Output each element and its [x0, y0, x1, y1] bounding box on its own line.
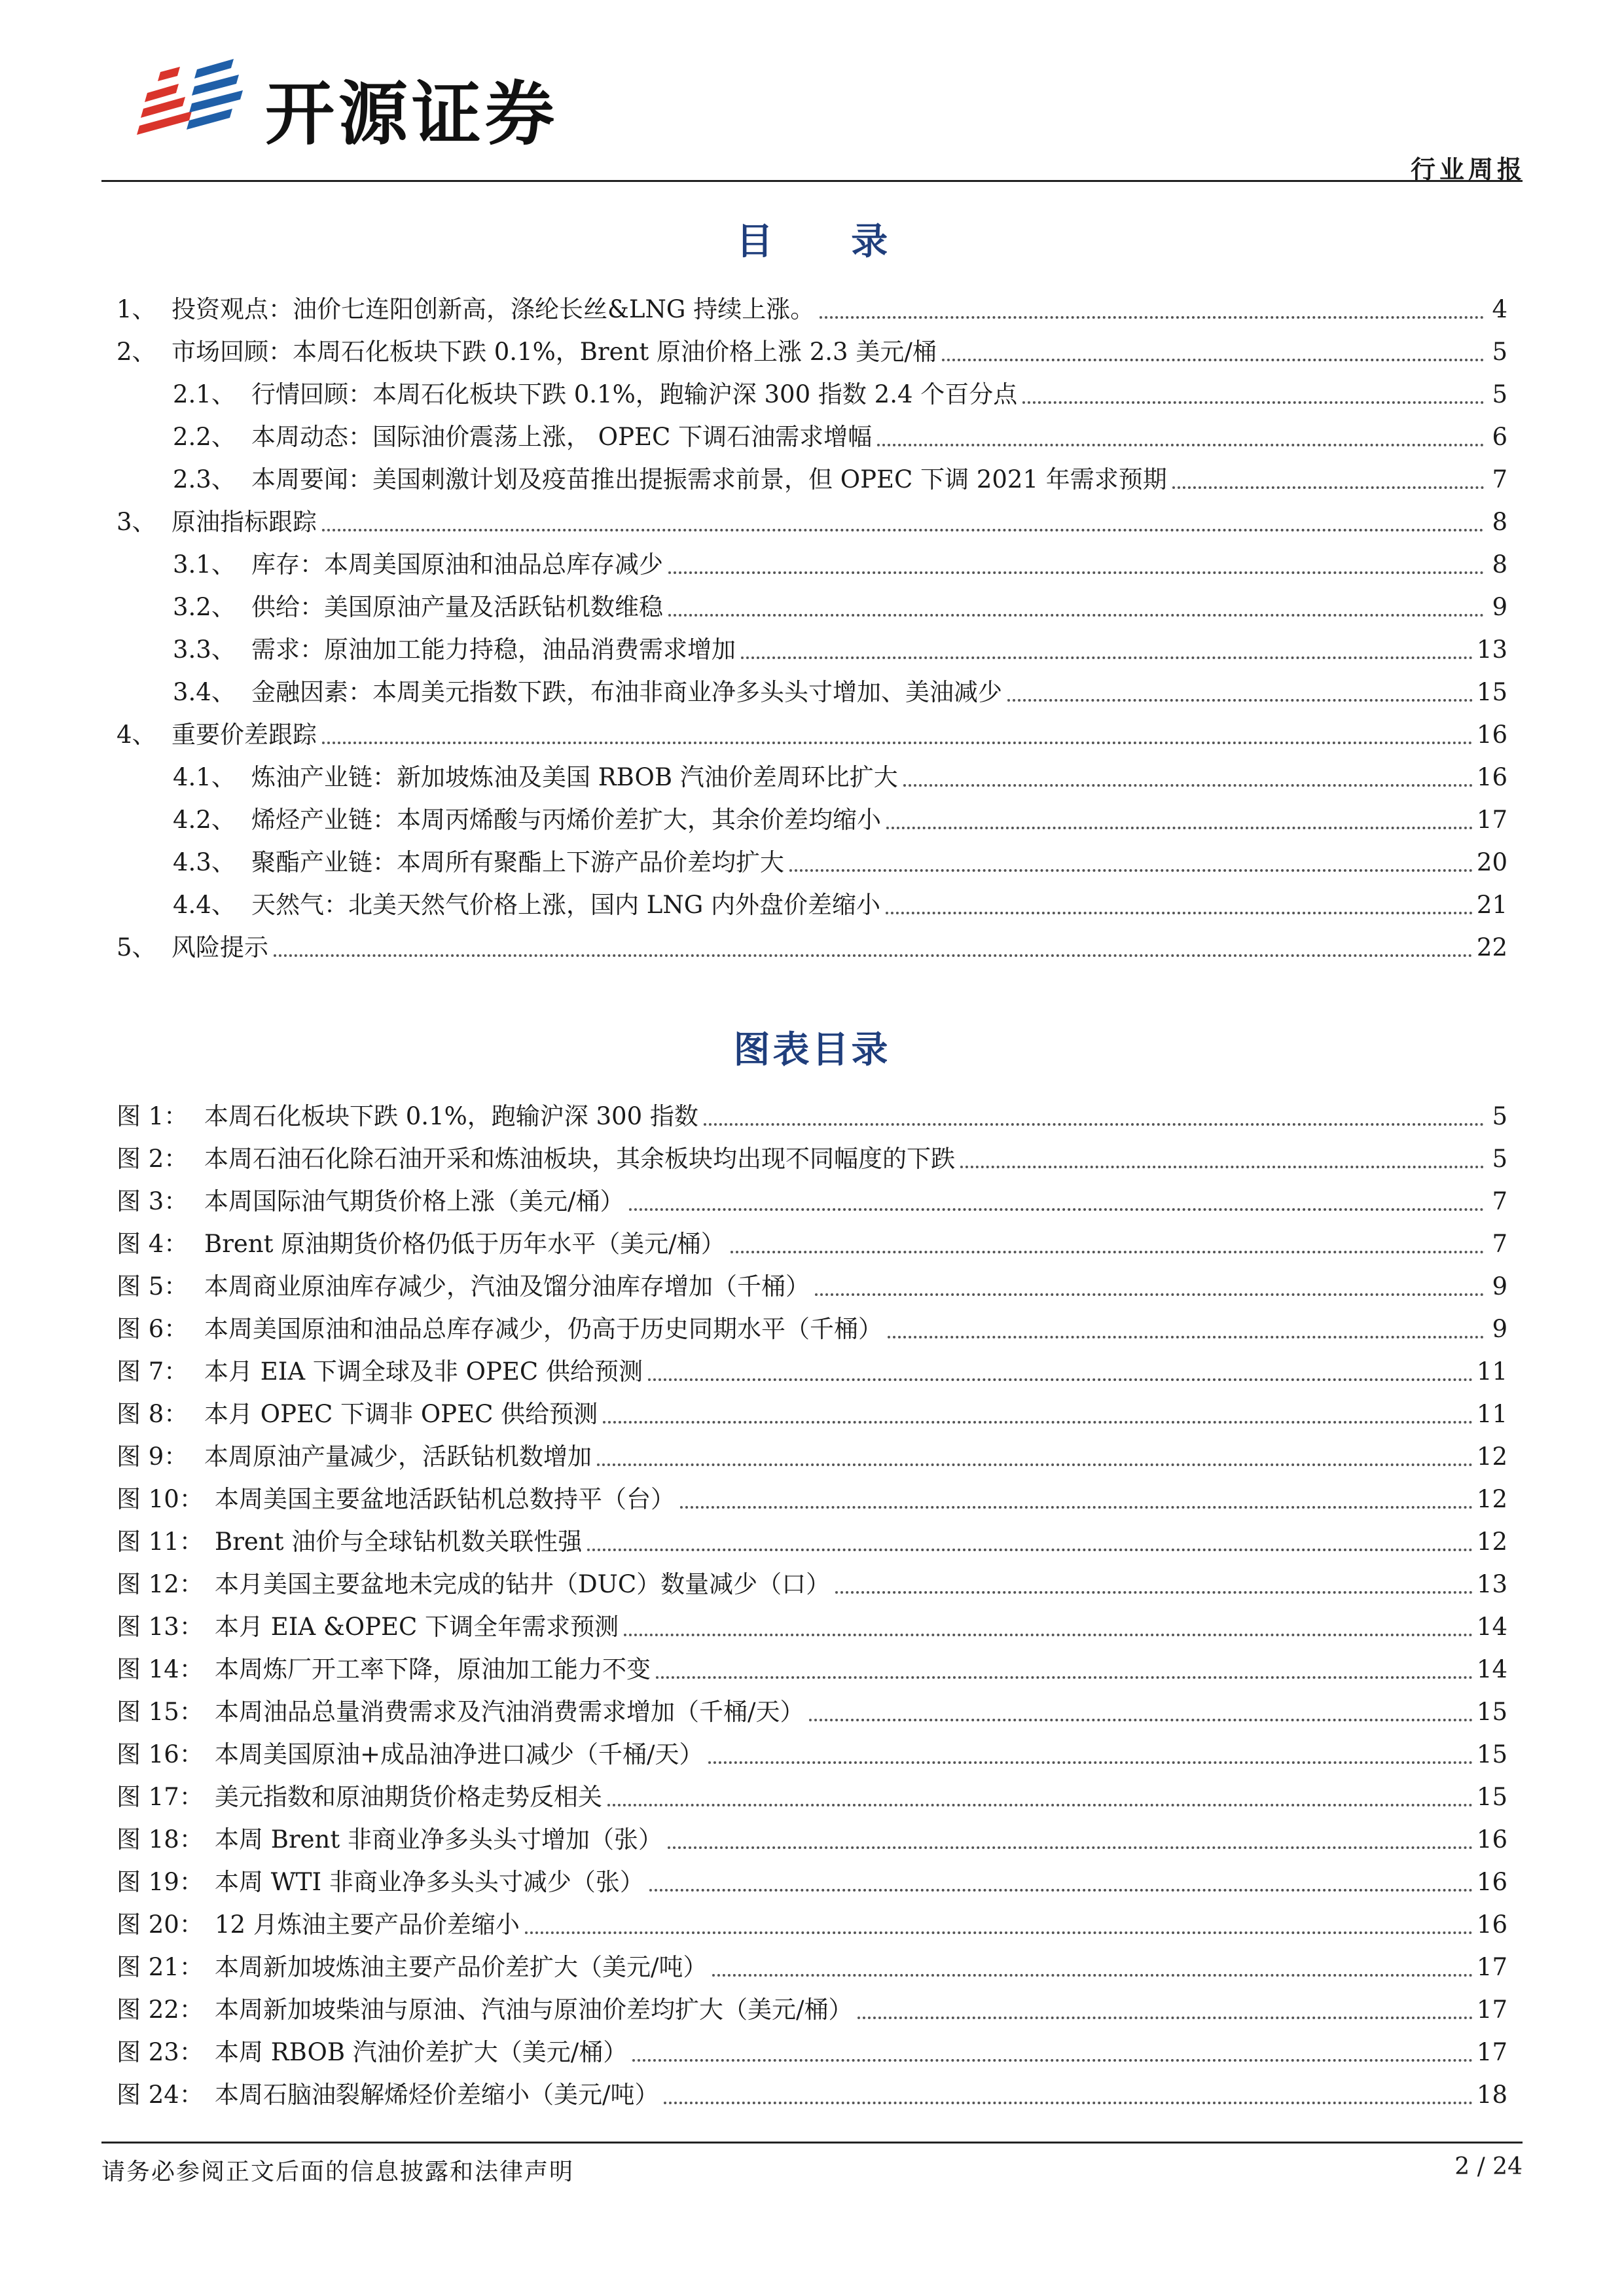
figure-entry-number: 图 9： [117, 1443, 189, 1471]
toc-entry-text: 原油指标跟踪 [171, 508, 317, 536]
page-number: 2 / 24 [1454, 2153, 1523, 2180]
figure-entry-leader [835, 1591, 1473, 1594]
figure-index-list [117, 1095, 1507, 2116]
toc-entry[interactable] [117, 926, 1507, 969]
toc-entry-leader [886, 912, 1473, 914]
figure-entry-text: 12 月炼油主要产品价差缩小 [215, 1910, 520, 1939]
figure-entry-number: 图 15： [117, 1698, 204, 1726]
report-type: 行业周报 [1410, 155, 1526, 184]
figure-entry-page: 16 [1476, 1868, 1507, 1896]
toc-entry[interactable] [117, 671, 1507, 713]
toc-entry-leader [1022, 401, 1484, 404]
toc-entry-leader [903, 784, 1473, 787]
figure-entry-number: 图 10： [117, 1485, 204, 1513]
figure-entry-text: 本月 EIA 下调全球及非 OPEC 供给预测 [204, 1357, 643, 1386]
figure-entry-number: 图 20： [117, 1910, 204, 1939]
toc-entry-number: 1、 [117, 295, 156, 323]
toc-entry-text: 行情回顾：本周石化板块下跌 0.1%，跑输沪深 300 指数 2.4 个百分点 [251, 380, 1018, 408]
toc-entry-leader [741, 656, 1473, 659]
toc-entry-page: 4 [1492, 295, 1507, 323]
toc-entry-text: 风险提示 [171, 933, 268, 961]
figure-entry-text: 本周 Brent 非商业净多头头寸增加（张） [215, 1825, 662, 1854]
footer-divider [101, 2142, 1523, 2144]
toc-entry[interactable] [117, 288, 1507, 331]
figure-entry[interactable] [117, 1265, 1507, 1308]
toc-entry-leader [789, 869, 1473, 872]
toc-entry-leader [668, 571, 1484, 574]
figure-entry-page: 12 [1476, 1443, 1507, 1471]
toc-entry-page: 13 [1476, 636, 1507, 664]
figure-entry[interactable] [117, 1563, 1507, 1605]
figure-entry-page: 12 [1476, 1485, 1507, 1513]
figure-entry-leader [731, 1251, 1484, 1253]
toc-entry-number: 3.4、 [173, 678, 236, 706]
figure-entry-page: 17 [1476, 1996, 1507, 2024]
figure-entry-text: 本周石化板块下跌 0.1%，跑输沪深 300 指数 [204, 1102, 698, 1130]
toc-entry[interactable] [117, 586, 1507, 628]
figure-entry[interactable] [117, 1393, 1507, 1435]
toc-entry-page: 22 [1476, 933, 1507, 961]
toc-entry-text: 市场回顾：本周石化板块下跌 0.1%，Brent 原油价格上涨 2.3 美元/桶 [171, 338, 937, 366]
figure-entry[interactable] [117, 1095, 1507, 1138]
figure-entry[interactable] [117, 1691, 1507, 1733]
toc-entry-text: 供给：美国原油产量及活跃钻机数维稳 [251, 593, 663, 621]
toc-entry-number: 3、 [117, 508, 156, 536]
figure-entry[interactable] [117, 2073, 1507, 2116]
toc-entry-leader [877, 444, 1484, 446]
figure-entry-page: 15 [1476, 1698, 1507, 1726]
toc-list [117, 288, 1507, 969]
figure-entry[interactable] [117, 1903, 1507, 1946]
figure-entry-text: 本月美国主要盆地未完成的钻井（DUC）数量减少（口） [215, 1570, 831, 1598]
figure-entry-leader [525, 1931, 1473, 1934]
toc-entry-page: 8 [1492, 508, 1507, 536]
figure-entry-page: 7 [1492, 1230, 1507, 1258]
toc-entry-text: 聚酯产业链：本周所有聚酯上下游产品价差均扩大 [251, 848, 784, 876]
figure-entry-text: 本周石脑油裂解烯烃价差缩小（美元/吨） [215, 2081, 659, 2109]
toc-entry-page: 15 [1476, 678, 1507, 706]
brand-name: 开源证券 [265, 74, 558, 154]
figure-entry-number: 图 7： [117, 1357, 189, 1386]
figure-entry-text: 本周商业原油库存减少，汽油及馏分油库存增加（千桶） [204, 1272, 810, 1300]
toc-entry-number: 3.3、 [173, 636, 236, 664]
figure-entry-number: 图 8： [117, 1400, 189, 1428]
toc-entry-number: 3.2、 [173, 593, 236, 621]
figure-entry-page: 17 [1476, 1953, 1507, 1981]
figure-entry-text: 本周原油产量减少，活跃钻机数增加 [204, 1443, 592, 1471]
toc-entry-leader [820, 316, 1484, 319]
figure-entry-leader [668, 1846, 1473, 1849]
toc-entry-leader [668, 614, 1484, 617]
toc-entry-page: 6 [1492, 423, 1507, 451]
figure-entry[interactable] [117, 1733, 1507, 1776]
brand-logo [134, 52, 605, 154]
toc-entry-text: 投资观点：油价七连阳创新高，涤纶长丝&LNG 持续上涨。 [171, 295, 815, 323]
figure-entry-number: 图 6： [117, 1315, 189, 1343]
figure-entry-leader [815, 1293, 1484, 1296]
toc-entry-page: 21 [1476, 891, 1507, 919]
figure-entry-leader [603, 1421, 1473, 1424]
toc-entry-number: 2.2、 [173, 423, 236, 451]
toc-entry-number: 4.4、 [173, 891, 236, 919]
figure-entry-page: 12 [1476, 1528, 1507, 1556]
toc-entry-number: 3.1、 [173, 550, 236, 579]
figure-entry-page: 17 [1476, 2038, 1507, 2066]
toc-entry-leader [886, 827, 1473, 829]
toc-entry[interactable] [117, 416, 1507, 458]
figure-entry[interactable] [117, 1861, 1507, 1903]
figure-entry-page: 16 [1476, 1825, 1507, 1854]
figure-entry-page: 5 [1492, 1102, 1507, 1130]
figure-entry-leader [708, 1761, 1472, 1764]
figure-entry-leader [704, 1123, 1484, 1126]
figure-entry-text: 美元指数和原油期货价格走势反相关 [215, 1783, 602, 1811]
figure-entry-leader [624, 1634, 1473, 1636]
figure-entry-leader [857, 2017, 1472, 2019]
figure-entry[interactable] [117, 1308, 1507, 1350]
figure-entry-page: 14 [1476, 1655, 1507, 1683]
figure-entry-page: 11 [1476, 1400, 1507, 1428]
toc-entry-text: 需求：原油加工能力持稳，油品消费需求增加 [251, 636, 736, 664]
figure-entry-number: 图 23： [117, 2038, 204, 2066]
figure-entry[interactable] [117, 1435, 1507, 1478]
figure-entry-number: 图 14： [117, 1655, 204, 1683]
toc-entry-text: 本周动态：国际油价震荡上涨， OPEC 下调石油需求增幅 [251, 423, 873, 451]
toc-entry-text: 炼油产业链：新加坡炼油及美国 RBOB 汽油价差周环比扩大 [251, 763, 898, 791]
figure-entry-page: 15 [1476, 1740, 1507, 1768]
figure-entry-page: 14 [1476, 1613, 1507, 1641]
figure-entry[interactable] [117, 1818, 1507, 1861]
figure-entry-number: 图 5： [117, 1272, 189, 1300]
toc-entry[interactable] [117, 713, 1507, 756]
figure-entry[interactable] [117, 1478, 1507, 1520]
toc-entry[interactable] [117, 501, 1507, 543]
figure-index-title: 图表目录 [733, 1029, 891, 1071]
figure-entry-text: 本周美国原油+成品油净进口减少（千桶/天） [215, 1740, 704, 1768]
figure-entry-text: 本周美国主要盆地活跃钻机总数持平（台） [215, 1485, 675, 1513]
figure-entry-page: 5 [1492, 1145, 1507, 1173]
toc-entry[interactable] [117, 373, 1507, 416]
toc-entry-text: 金融因素：本周美元指数下跌，布油非商业净多头头寸增加、美油减少 [251, 678, 1002, 706]
toc-entry-number: 4.2、 [173, 806, 236, 834]
figure-entry-number: 图 16： [117, 1740, 204, 1768]
toc-entry-text: 重要价差跟踪 [171, 721, 317, 749]
figure-entry-leader [597, 1463, 1473, 1466]
figure-entry[interactable] [117, 1180, 1507, 1223]
toc-entry-text: 本周要闻：美国刺激计划及疫苗推出提振需求前景，但 OPEC 下调 2021 年需求预期 [251, 465, 1167, 493]
footer-disclaimer: 请务必参阅正文后面的信息披露和法律声明 [101, 2159, 575, 2185]
figure-entry-leader [587, 1549, 1473, 1551]
figure-entry-number: 图 12： [117, 1570, 204, 1598]
figure-entry-page: 15 [1476, 1783, 1507, 1811]
figure-entry-leader [664, 2102, 1472, 2104]
figure-entry-text: 本月 OPEC 下调非 OPEC 供给预测 [204, 1400, 598, 1428]
toc-entry-leader [322, 529, 1484, 531]
figure-entry-number: 图 2： [117, 1145, 189, 1173]
toc-entry-number: 5、 [117, 933, 156, 961]
logo-mark-icon [134, 52, 245, 151]
figure-entry-text: 本月 EIA &OPEC 下调全年需求预测 [215, 1613, 619, 1641]
figure-entry-text: 本周新加坡柴油与原油、汽油与原油价差均扩大（美元/桶） [215, 1996, 853, 2024]
figure-entry[interactable] [117, 1988, 1507, 2031]
figure-entry-page: 9 [1492, 1315, 1507, 1343]
toc-entry-leader [1172, 486, 1484, 489]
toc-entry-page: 5 [1492, 338, 1507, 366]
figure-entry-page: 9 [1492, 1272, 1507, 1300]
figure-entry-leader [712, 1974, 1472, 1977]
header-divider [101, 180, 1523, 182]
figure-entry-leader [809, 1719, 1472, 1721]
toc-entry-leader [942, 359, 1484, 361]
toc-entry-page: 20 [1476, 848, 1507, 876]
figure-entry-text: 本周 WTI 非商业净多头头寸减少（张） [215, 1868, 644, 1896]
figure-entry-text: 本周 RBOB 汽油价差扩大（美元/桶） [215, 2038, 628, 2066]
figure-entry[interactable] [117, 1605, 1507, 1648]
toc-entry-number: 2.3、 [173, 465, 236, 493]
figure-entry[interactable] [117, 1520, 1507, 1563]
figure-entry-leader [888, 1336, 1484, 1338]
figure-entry-page: 13 [1476, 1570, 1507, 1598]
toc-entry[interactable] [117, 543, 1507, 586]
figure-entry-page: 16 [1476, 1910, 1507, 1939]
toc-entry-text: 库存：本周美国原油和油品总库存减少 [251, 550, 663, 579]
toc-entry-page: 17 [1476, 806, 1507, 834]
toc-entry-leader [322, 742, 1473, 744]
figure-entry-number: 图 13： [117, 1613, 204, 1641]
toc-entry-number: 2、 [117, 338, 156, 366]
figure-entry-number: 图 17： [117, 1783, 204, 1811]
figure-entry-leader [649, 1889, 1473, 1892]
toc-entry-leader [274, 954, 1473, 957]
toc-entry-page: 9 [1492, 593, 1507, 621]
figure-entry-text: 本周石油石化除石油开采和炼油板块，其余板块均出现不同幅度的下跌 [204, 1145, 955, 1173]
figure-entry-leader [680, 1506, 1473, 1509]
figure-entry-page: 7 [1492, 1187, 1507, 1215]
figure-entry-number: 图 21： [117, 1953, 204, 1981]
figure-entry-number: 图 11： [117, 1528, 204, 1556]
toc-entry[interactable] [117, 841, 1507, 884]
figure-entry[interactable] [117, 1776, 1507, 1818]
toc-entry-page: 5 [1492, 380, 1507, 408]
figure-entry[interactable] [117, 1138, 1507, 1180]
figure-entry-number: 图 19： [117, 1868, 204, 1896]
toc-entry-leader [1007, 699, 1473, 702]
toc-entry-page: 7 [1492, 465, 1507, 493]
figure-entry-text: Brent 原油期货价格仍低于历年水平（美元/桶） [204, 1230, 725, 1258]
toc-entry-number: 2.1、 [173, 380, 236, 408]
toc-entry[interactable] [117, 628, 1507, 671]
figure-entry-text: Brent 油价与全球钻机数关联性强 [215, 1528, 583, 1556]
figure-entry[interactable] [117, 1648, 1507, 1691]
toc-entry-number: 4、 [117, 721, 156, 749]
figure-entry-text: 本周炼厂开工率下降，原油加工能力不变 [215, 1655, 651, 1683]
figure-entry-number: 图 1： [117, 1102, 189, 1130]
toc-entry-number: 4.3、 [173, 848, 236, 876]
toc-entry-text: 烯烃产业链：本周丙烯酸与丙烯价差扩大，其余价差均缩小 [251, 806, 881, 834]
toc-entry-text: 天然气：北美天然气价格上涨，国内 LNG 内外盘价差缩小 [251, 891, 881, 919]
figure-entry-leader [960, 1166, 1484, 1168]
figure-entry-number: 图 22： [117, 1996, 204, 2024]
toc-entry[interactable] [117, 798, 1507, 841]
toc-entry[interactable] [117, 756, 1507, 798]
toc-entry[interactable] [117, 884, 1507, 926]
toc-entry-page: 8 [1492, 550, 1507, 579]
figure-entry-number: 图 3： [117, 1187, 189, 1215]
toc-entry[interactable] [117, 331, 1507, 373]
figure-entry-leader [607, 1804, 1473, 1806]
figure-entry[interactable] [117, 1223, 1507, 1265]
toc-entry[interactable] [117, 458, 1507, 501]
figure-entry[interactable] [117, 1946, 1507, 1988]
figure-entry-number: 图 18： [117, 1825, 204, 1854]
toc-entry-number: 4.1、 [173, 763, 236, 791]
figure-entry-leader [656, 1676, 1473, 1679]
toc-entry-page: 16 [1476, 721, 1507, 749]
figure-entry-number: 图 24： [117, 2081, 204, 2109]
figure-entry-leader [629, 1208, 1484, 1211]
figure-entry-leader [632, 2059, 1473, 2062]
toc-entry-page: 16 [1476, 763, 1507, 791]
figure-entry-page: 18 [1476, 2081, 1507, 2109]
figure-entry[interactable] [117, 2031, 1507, 2073]
toc-title: 目 录 [736, 221, 921, 263]
figure-entry-text: 本周美国原油和油品总库存减少，仍高于历史同期水平（千桶） [204, 1315, 882, 1343]
figure-entry-page: 11 [1476, 1357, 1507, 1386]
figure-entry-text: 本周油品总量消费需求及汽油消费需求增加（千桶/天） [215, 1698, 804, 1726]
figure-entry[interactable] [117, 1350, 1507, 1393]
figure-entry-text: 本周国际油气期货价格上涨（美元/桶） [204, 1187, 624, 1215]
figure-entry-number: 图 4： [117, 1230, 189, 1258]
figure-entry-text: 本周新加坡炼油主要产品价差扩大（美元/吨） [215, 1953, 708, 1981]
figure-entry-leader [648, 1378, 1473, 1381]
